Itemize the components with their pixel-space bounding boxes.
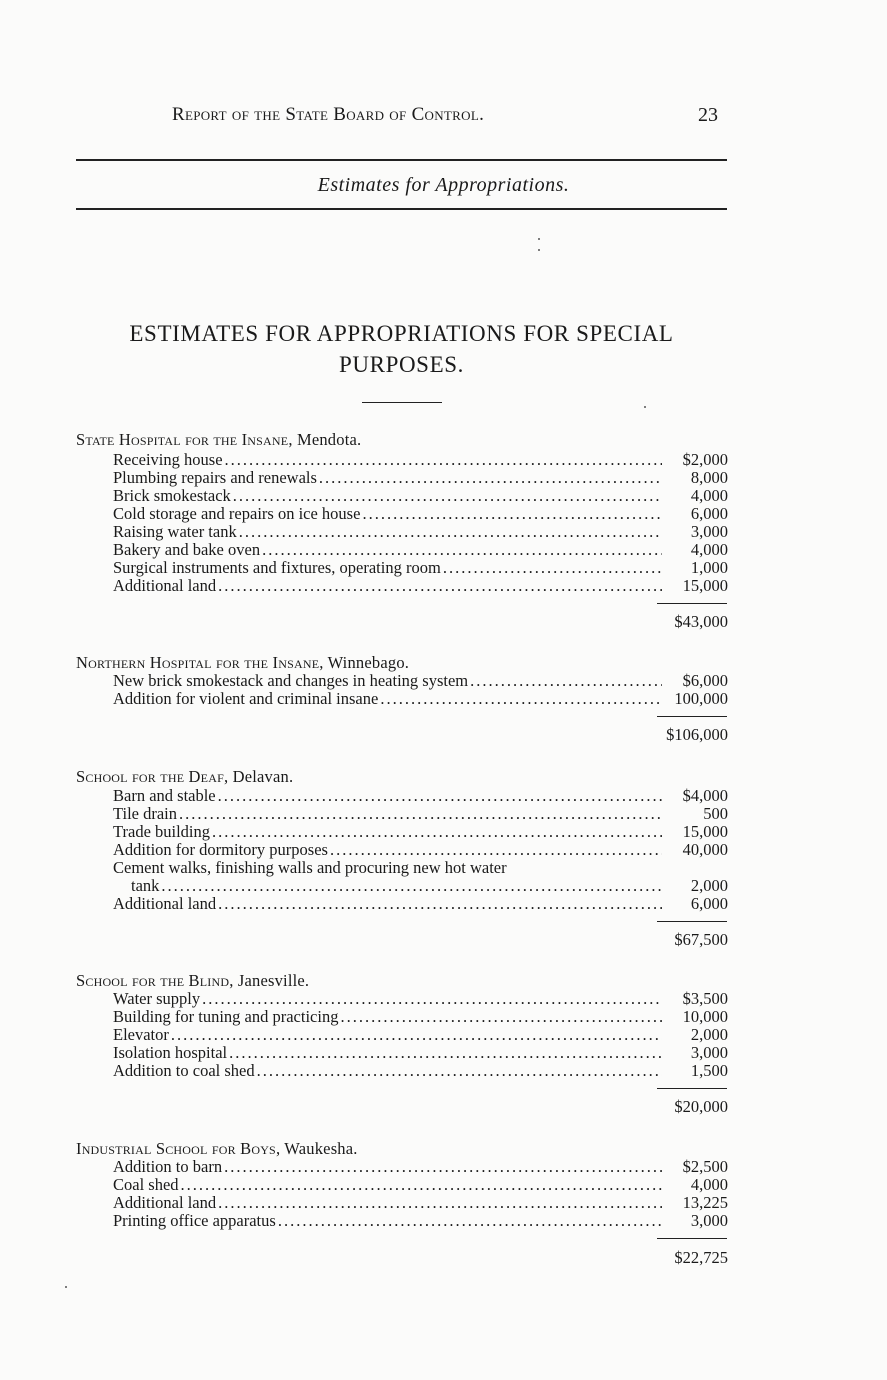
section-total: $20,000 [674, 1097, 728, 1116]
scan-speck [644, 406, 646, 408]
item-amount: 4,000 [690, 540, 728, 559]
leader-dots [380, 690, 662, 708]
estimate-row [113, 1026, 728, 1044]
estimate-row [113, 1194, 728, 1212]
item-amount: 100,000 [674, 689, 728, 708]
leader-dots [229, 1044, 662, 1062]
item-amount: $3,500 [682, 989, 728, 1008]
estimate-row [113, 505, 728, 523]
leader-dots [224, 1158, 662, 1176]
section-total: $67,500 [674, 930, 728, 949]
item-amount: 6,000 [690, 504, 728, 523]
item-amount: $2,000 [682, 450, 728, 469]
estimate-row [113, 487, 728, 505]
item-label: Coal shed [113, 1175, 179, 1194]
item-label-wrapped: Cement walks, finishing walls and procuring new hot water [113, 858, 507, 877]
section-heading-delavan [76, 767, 293, 787]
estimate-row [113, 559, 728, 577]
estimate-row [113, 541, 728, 559]
estimate-row [113, 805, 728, 823]
item-amount: 4,000 [690, 486, 728, 505]
estimate-row [113, 451, 728, 469]
section-heading-winnebago [76, 653, 409, 673]
item-label: Addition for violent and criminal insane [113, 689, 379, 708]
section-total: $106,000 [666, 725, 728, 744]
item-amount: 1,500 [690, 1061, 728, 1080]
institution-place: , Waukesha. [275, 1139, 358, 1158]
sum-rule [657, 603, 727, 604]
item-amount: 3,000 [690, 1043, 728, 1062]
item-label: Addition to barn [113, 1157, 223, 1176]
page-title-line-1: ESTIMATES FOR APPROPRIATIONS FOR SPECIAL [129, 321, 674, 346]
sum-rule [657, 1238, 727, 1239]
leader-dots [257, 1062, 662, 1080]
leader-dots [262, 541, 662, 559]
leader-dots [202, 990, 662, 1008]
estimate-row [113, 469, 728, 487]
item-amount: $2,500 [682, 1157, 728, 1176]
item-amount: $6,000 [682, 671, 728, 690]
item-label: Elevator [113, 1025, 169, 1044]
estimate-row [113, 895, 728, 913]
item-label: Printing office apparatus [113, 1211, 276, 1230]
item-label: Additional land [113, 894, 217, 913]
sum-rule [657, 1088, 727, 1089]
item-label: Surgical instruments and fixtures, operating room [113, 558, 441, 577]
leader-dots [330, 841, 662, 859]
item-label: Addition to coal shed [113, 1061, 255, 1080]
item-label: Bakery and bake oven [113, 540, 261, 559]
estimate-row [113, 1212, 728, 1230]
estimate-row [113, 990, 728, 1008]
item-label: Receiving house [113, 450, 223, 469]
item-amount: 10,000 [682, 1007, 728, 1026]
section-heading-janesville [76, 971, 309, 991]
item-amount: 3,000 [690, 522, 728, 541]
item-label: Cold storage and repairs on ice house [113, 504, 361, 523]
item-label: Plumbing repairs and renewals [113, 468, 317, 487]
running-head: Report of the State Board of Control. [172, 104, 485, 125]
estimate-row [113, 787, 728, 805]
item-label: Brick smokestack [113, 486, 231, 505]
institution-name: Northern Hospital for the Insane [76, 653, 320, 672]
item-amount: 2,000 [690, 876, 728, 895]
section-total: $43,000 [674, 612, 728, 631]
institution-place: , Mendota. [288, 430, 362, 449]
estimate-row [113, 523, 728, 541]
item-label: Barn and stable [113, 786, 216, 805]
leader-dots [212, 823, 662, 841]
institution-place: , Winnebago. [319, 653, 410, 672]
item-amount: 6,000 [690, 894, 728, 913]
leader-dots [171, 1026, 662, 1044]
estimate-row [131, 877, 728, 895]
institution-name: State Hospital for the Insane [76, 430, 289, 449]
estimate-row [113, 1158, 728, 1176]
institution-place: , Janesville. [229, 971, 310, 990]
section-heading-waukesha [76, 1139, 358, 1159]
estimate-row [113, 1044, 728, 1062]
institution-place: , Delavan. [223, 767, 294, 786]
page-title [76, 318, 727, 380]
leader-dots [319, 469, 662, 487]
item-label: Trade building [113, 822, 211, 841]
scan-speck [538, 249, 540, 251]
sum-rule [657, 716, 727, 717]
estimate-row [113, 577, 728, 595]
estimate-row [113, 823, 728, 841]
leader-dots [470, 672, 662, 690]
leader-dots [443, 559, 662, 577]
estimate-row [113, 1008, 728, 1026]
item-label: Raising water tank [113, 522, 237, 541]
estimate-row [113, 841, 728, 859]
leader-dots [181, 1176, 662, 1194]
estimate-row [113, 1176, 728, 1194]
estimate-row [113, 1062, 728, 1080]
item-amount: 2,000 [690, 1025, 728, 1044]
header-rule-top [76, 159, 727, 161]
item-amount: 8,000 [690, 468, 728, 487]
section-subtitle: Estimates for Appropriations. [317, 174, 570, 196]
institution-name: School for the Blind [76, 971, 230, 990]
page-title-line-2: PURPOSES. [339, 352, 464, 377]
leader-dots [218, 787, 662, 805]
item-amount: 3,000 [690, 1211, 728, 1230]
estimate-row [113, 690, 728, 708]
item-label: Tile drain [113, 804, 178, 823]
leader-dots [233, 487, 662, 505]
item-amount: 4,000 [690, 1175, 728, 1194]
item-label: Additional land [113, 1193, 217, 1212]
page-number: 23 [698, 104, 718, 126]
item-amount: 13,225 [682, 1193, 728, 1212]
leader-dots [239, 523, 662, 541]
institution-name: Industrial School for Boys [76, 1139, 276, 1158]
item-amount: $4,000 [682, 786, 728, 805]
title-rule [362, 402, 442, 403]
leader-dots [161, 877, 662, 895]
item-label: Water supply [113, 989, 201, 1008]
leader-dots [218, 1194, 662, 1212]
leader-dots [179, 805, 662, 823]
section-heading-mendota [76, 430, 361, 450]
item-label: New brick smokestack and changes in heating system [113, 671, 469, 690]
item-label: Addition for dormitory purposes [113, 840, 328, 859]
item-label: tank [131, 876, 160, 895]
sum-rule [657, 921, 727, 922]
estimate-row [113, 672, 728, 690]
leader-dots [218, 577, 662, 595]
leader-dots [362, 505, 662, 523]
institution-name: School for the Deaf [76, 767, 224, 786]
item-amount: 500 [703, 804, 728, 823]
scan-speck [538, 238, 540, 240]
item-amount: 40,000 [682, 840, 728, 859]
scan-speck [65, 1286, 67, 1288]
item-label: Isolation hospital [113, 1043, 228, 1062]
leader-dots [218, 895, 662, 913]
section-total: $22,725 [674, 1248, 728, 1267]
item-amount: 15,000 [682, 576, 728, 595]
item-label: Building for tuning and practicing [113, 1007, 339, 1026]
item-amount: 15,000 [682, 822, 728, 841]
header-rule-bottom [76, 208, 727, 210]
leader-dots [340, 1008, 662, 1026]
leader-dots [278, 1212, 662, 1230]
item-amount: 1,000 [690, 558, 728, 577]
item-label: Additional land [113, 576, 217, 595]
leader-dots [225, 451, 662, 469]
